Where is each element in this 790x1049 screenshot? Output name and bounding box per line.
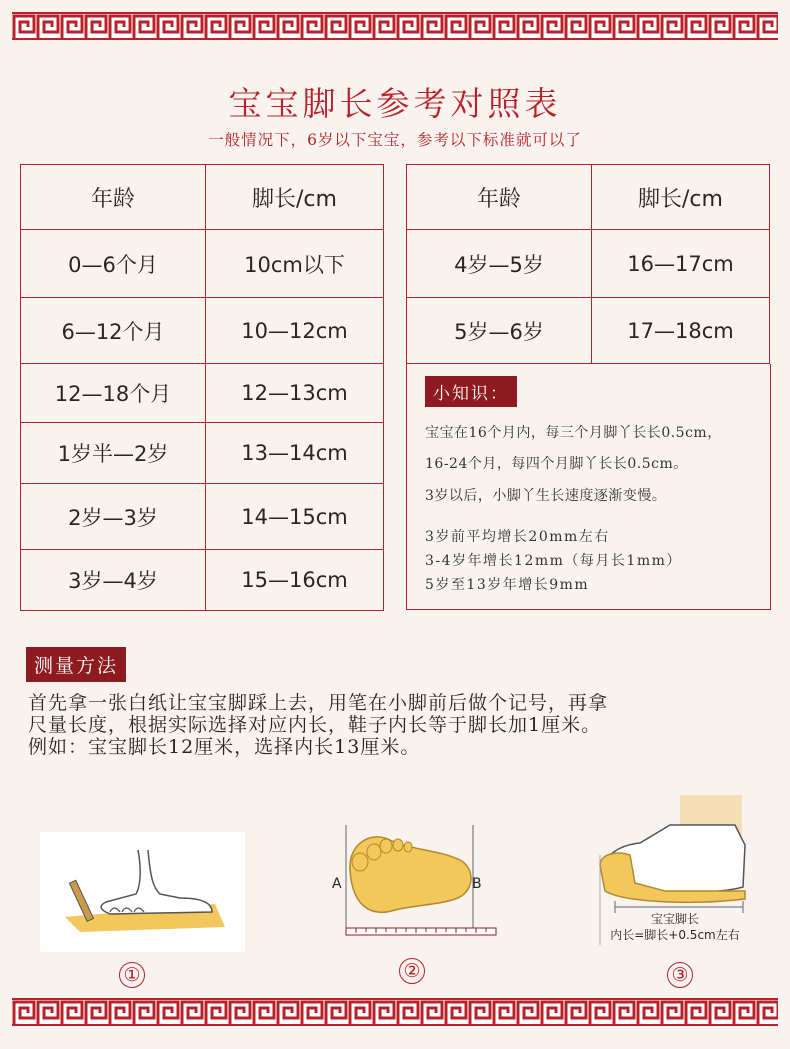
tip-line: 16-24个月，每四个月脚丫长长0.5cm。 xyxy=(425,456,688,472)
table-row xyxy=(21,550,384,611)
tip-line: 5岁至13岁年增长9mm xyxy=(425,577,590,593)
row-length: 17—18cm xyxy=(592,298,770,364)
tip-line: 3岁以后，小脚丫生长速度逐渐变慢。 xyxy=(425,488,667,504)
mark-a: A xyxy=(332,876,342,892)
row-length: 10—12cm xyxy=(206,298,384,364)
tips-label: 小知识： xyxy=(425,376,517,407)
row-age: 3岁—4岁 xyxy=(21,550,206,611)
foot-length-table-left xyxy=(20,164,384,611)
mark-b: B xyxy=(472,876,482,892)
table-row xyxy=(21,484,384,550)
table-row xyxy=(21,230,384,298)
row-length: 15—16cm xyxy=(206,550,384,611)
row-age: 2岁—3岁 xyxy=(21,484,206,550)
pencil-foot-icon xyxy=(40,832,245,952)
row-age: 6—12个月 xyxy=(21,298,206,364)
row-length: 16—17cm xyxy=(592,230,770,298)
row-age: 12—18个月 xyxy=(21,364,206,423)
row-age: 1岁半—2岁 xyxy=(21,423,206,484)
method-line: 例如：宝宝脚长12厘米，选择内长13厘米。 xyxy=(28,736,421,758)
table-header-row xyxy=(21,165,384,230)
footprint-icon xyxy=(330,820,500,940)
row-age: 0—6个月 xyxy=(21,230,206,298)
method-text xyxy=(28,692,778,758)
step-3-label: ③ xyxy=(667,962,693,988)
page-subtitle: 一般情况下，6岁以下宝宝，参考以下标准就可以了 xyxy=(208,131,582,149)
row-length: 13—14cm xyxy=(206,423,384,484)
row-length: 12—13cm xyxy=(206,364,384,423)
page-title: 宝宝脚长参考对照表 xyxy=(228,84,562,123)
shoe-icon xyxy=(595,795,755,953)
header-age: 年龄 xyxy=(407,165,592,230)
row-length: 10cm以下 xyxy=(206,230,384,298)
table-row xyxy=(407,298,770,364)
table-row xyxy=(407,230,770,298)
tip-line: 3-4岁年增长12mm（每月长1mm） xyxy=(425,553,682,569)
top-border xyxy=(12,12,778,40)
row-length: 14—15cm xyxy=(206,484,384,550)
table-header-row xyxy=(407,165,770,230)
bottom-border xyxy=(12,998,778,1026)
method-line: 首先拿一张白纸让宝宝脚踩上去，用笔在小脚前后做个记号，再拿 xyxy=(28,692,609,714)
step-2-label: ② xyxy=(399,958,425,984)
step-1-label: ① xyxy=(119,962,145,988)
header-age: 年龄 xyxy=(21,165,206,230)
method-label: 测量方法 xyxy=(26,647,126,682)
table-row xyxy=(21,364,384,423)
foot-length-table-right xyxy=(406,164,770,364)
row-age: 4岁—5岁 xyxy=(407,230,592,298)
tip-line: 宝宝在16个月内，每三个月脚丫长长0.5cm， xyxy=(425,425,722,441)
tips-box xyxy=(406,364,771,610)
shoe-caption-2: 内长=脚长+0.5cm左右 xyxy=(610,928,740,942)
tip-line: 3岁前平均增长20mm左右 xyxy=(425,529,610,545)
table-row xyxy=(21,298,384,364)
shoe-caption-1: 宝宝脚长 xyxy=(650,912,699,926)
header-length: 脚长/cm xyxy=(592,165,770,230)
method-line: 尺量长度，根据实际选择对应内长，鞋子内长等于脚长加1厘米。 xyxy=(28,714,602,736)
table-row xyxy=(21,423,384,484)
header-length: 脚长/cm xyxy=(206,165,384,230)
row-age: 5岁—6岁 xyxy=(407,298,592,364)
